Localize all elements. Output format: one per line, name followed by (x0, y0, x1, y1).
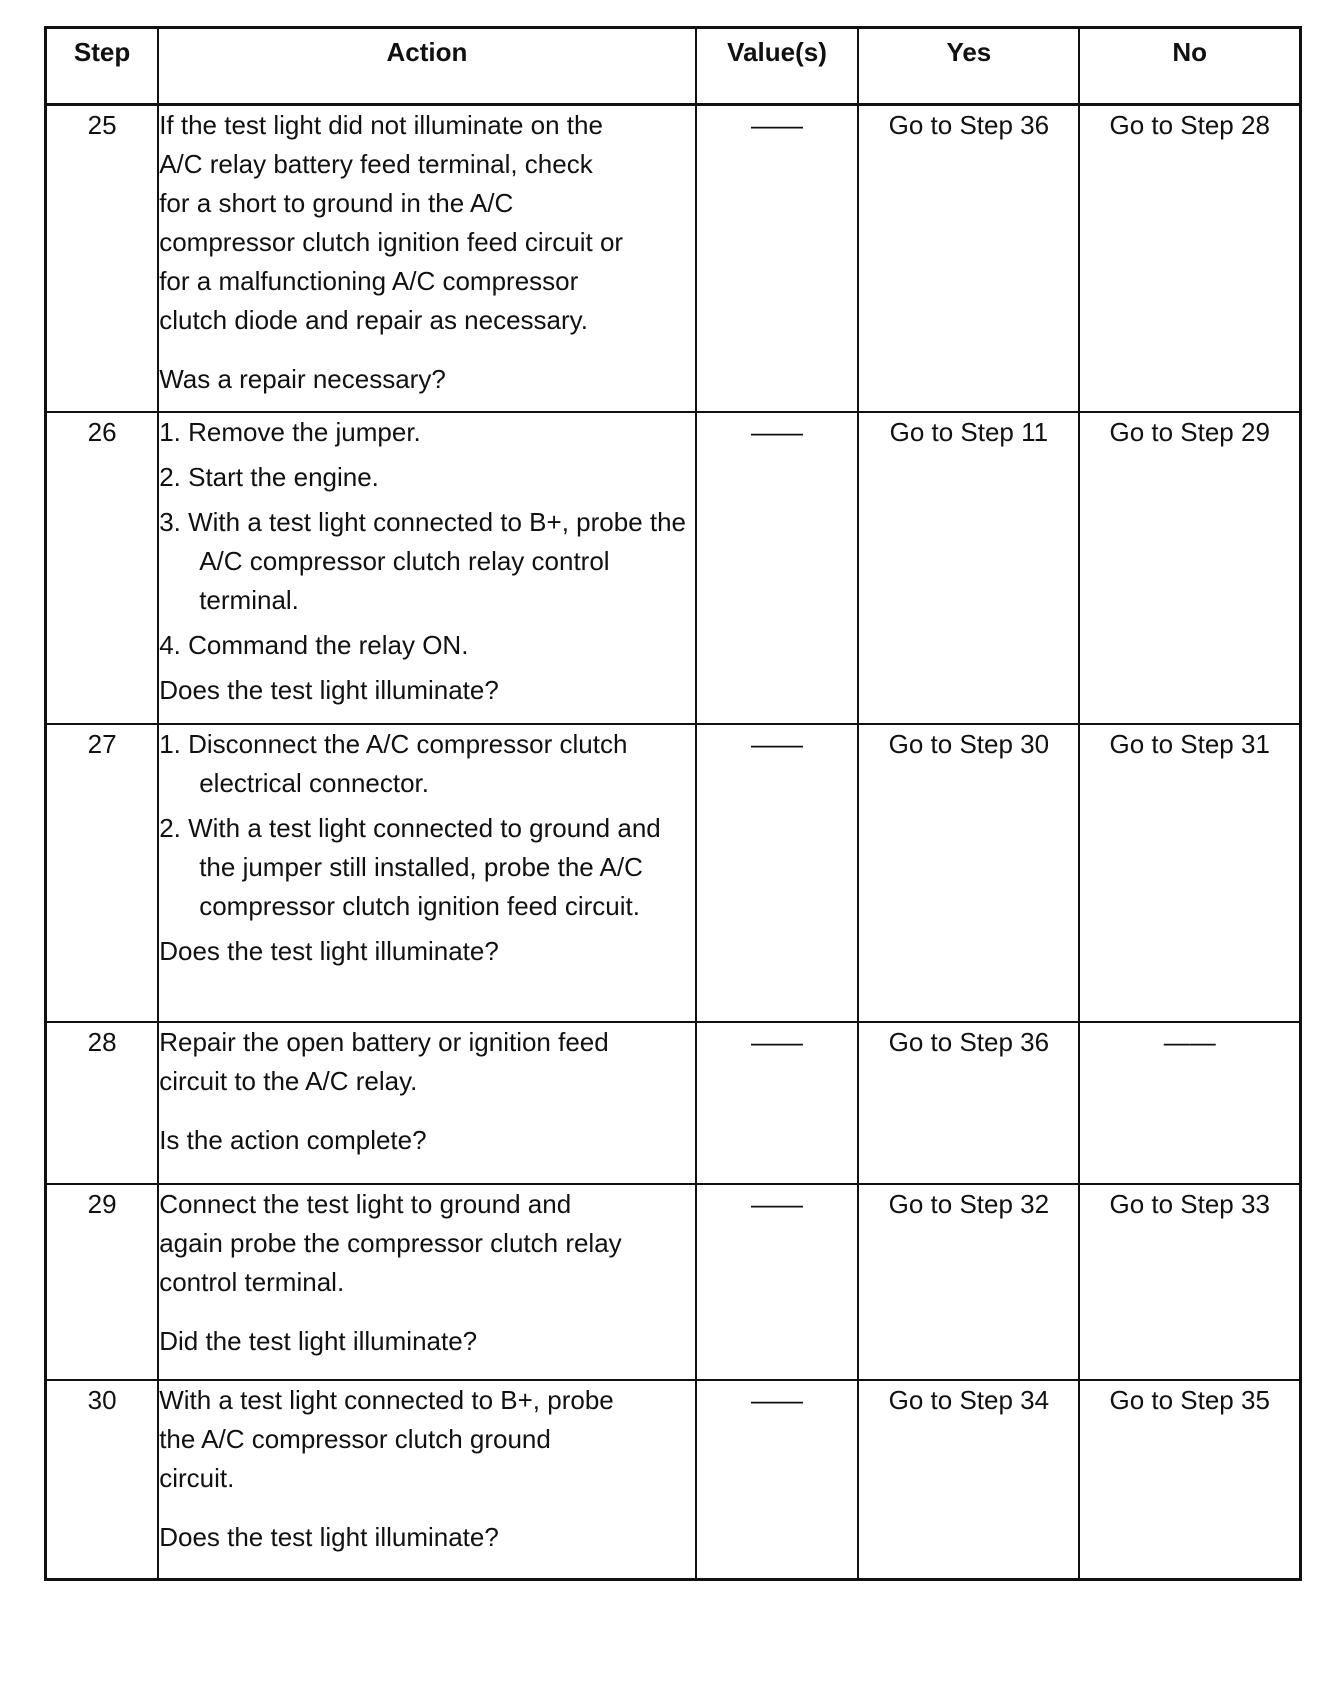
action-line: If the test light did not illuminate on the (159, 110, 603, 140)
table-row (46, 1022, 1301, 1184)
action-line: Repair the open battery or ignition feed (159, 1026, 609, 1057)
table-row (46, 412, 1301, 724)
no-cell: Go to Step 33 (1079, 1184, 1300, 1380)
action-cell (158, 105, 696, 412)
no-cell: Go to Step 28 (1079, 105, 1300, 412)
yes-cell: Go to Step 36 (858, 1022, 1079, 1184)
action-line: circuit to the A/C relay. (159, 1065, 418, 1096)
no-cell: Go to Step 35 (1079, 1380, 1300, 1580)
header-no: No (1079, 28, 1300, 105)
value-cell (696, 724, 859, 1022)
no-cell: —— (1079, 1022, 1300, 1184)
value-cell (696, 105, 859, 412)
action-line: clutch diode and repair as necessary. (159, 305, 588, 335)
action-question: Does the test light illuminate? (159, 935, 499, 966)
step-number: 30 (46, 1380, 159, 1580)
action-item: 3. With a test light connected to B+, probe the A/C compressor clutch relay control terminal. (159, 506, 687, 615)
action-question: Is the action complete? (159, 1124, 427, 1155)
action-line: control terminal. (159, 1266, 345, 1297)
action-line: for a malfunctioning A/C compressor (159, 266, 579, 296)
yes-cell: Go to Step 36 (858, 105, 1079, 412)
action-line: the A/C compressor clutch ground (159, 1423, 551, 1454)
action-line: compressor clutch ignition feed circuit or (159, 227, 624, 257)
action-line: for a short to ground in the A/C (159, 188, 514, 218)
yes-cell: Go to Step 30 (858, 724, 1079, 1022)
action-item: 2. Start the engine. (159, 461, 379, 492)
value-dash: —— (751, 1026, 804, 1057)
header-yes: Yes (858, 28, 1079, 105)
value-dash: —— (751, 1384, 804, 1415)
yes-cell: Go to Step 34 (858, 1380, 1079, 1580)
action-item: 4. Command the relay ON. (159, 629, 469, 660)
value-dash: —— (751, 416, 804, 447)
no-cell: Go to Step 29 (1079, 412, 1300, 724)
value-cell (696, 1380, 859, 1580)
action-line: again probe the compressor clutch relay (159, 1227, 622, 1258)
value-dash: —— (751, 1188, 804, 1219)
action-line: circuit. (159, 1462, 235, 1493)
action-question: Does the test light illuminate? (159, 674, 499, 705)
table-row (46, 724, 1301, 1022)
header-step: Step (46, 28, 159, 105)
header-row (46, 28, 1301, 105)
step-number: 26 (46, 412, 159, 724)
action-line: With a test light connected to B+, probe (159, 1384, 614, 1415)
action-cell (158, 1022, 696, 1184)
step-number: 29 (46, 1184, 159, 1380)
step-number: 27 (46, 724, 159, 1022)
action-cell (158, 1184, 696, 1380)
no-cell: Go to Step 31 (1079, 724, 1300, 1022)
action-question: Was a repair necessary? (159, 364, 446, 394)
table-row (46, 105, 1301, 412)
action-cell (158, 1380, 696, 1580)
diagnostic-table (44, 26, 1302, 1581)
value-cell (696, 1184, 859, 1380)
yes-cell: Go to Step 32 (858, 1184, 1079, 1380)
step-number: 25 (46, 105, 159, 412)
table-row (46, 1184, 1301, 1380)
value-dash: —— (751, 728, 804, 759)
action-line: Connect the test light to ground and (159, 1188, 572, 1219)
action-item: 1. Remove the jumper. (159, 416, 421, 447)
value-cell (696, 412, 859, 724)
action-line: A/C relay battery feed terminal, check (159, 149, 593, 179)
header-values: Value(s) (696, 28, 859, 105)
action-cell (158, 412, 696, 724)
value-cell (696, 1022, 859, 1184)
action-question: Did the test light illuminate? (159, 1325, 478, 1356)
action-question: Does the test light illuminate? (159, 1521, 499, 1552)
action-item: 2. With a test light connected to ground and the jumper still installed, probe the A/C compressor clutch ignition feed circuit. (159, 812, 661, 921)
step-number: 28 (46, 1022, 159, 1184)
yes-cell: Go to Step 11 (858, 412, 1079, 724)
value-dash: —— (751, 110, 804, 140)
table-row (46, 1380, 1301, 1580)
header-action: Action (158, 28, 696, 105)
action-item: 1. Disconnect the A/C compressor clutch electrical connector. (159, 728, 628, 798)
action-cell (158, 724, 696, 1022)
